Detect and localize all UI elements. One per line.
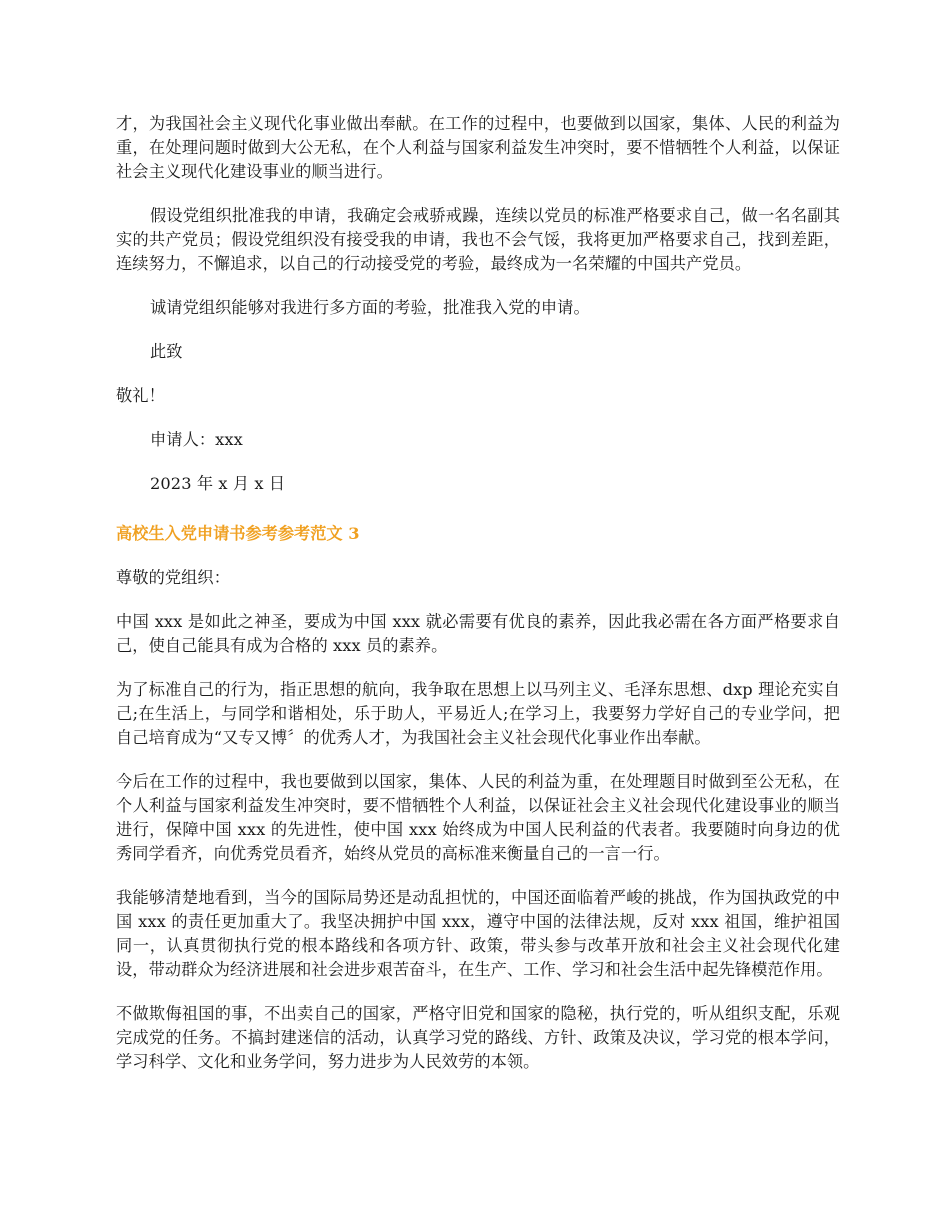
closing-regards: 敬礼！ [116,386,165,405]
salutation: 尊敬的党组织： [116,568,231,587]
paragraph-5: 不做欺侮祖国的事，不出卖自己的国家，严格守旧党和国家的隐秘，执行党的，听从组织支配，乐观完成党的任务。不搞封建迷信的活动，认真学习党的路线、方针、政策及决议，学习党的根本学问，学习科学、文化和业务学问，努力进步为人民效劳的本领。 [116,1004,840,1071]
paragraph-approval: 假设党组织批准我的申请，我确定会戒骄戒躁，连续以党员的标准严格要求自己，做一名名副其实的共产党员；假设党组织没有接受我的申请，我也不会气馁，我将更加严格要求自己，找到差距，连续努力，不懈追求，以自己的行动接受党的考验，最终成为一名荣耀的中国共产党员。 [116,206,840,273]
closing-salutation: 此致 [150,342,183,361]
document-page [116,112,840,1074]
applicant-signature: 申请人：xxx [150,430,243,449]
paragraph-continuation: 才，为我国社会主义现代化事业做出奉献。在工作的过程中，也要做到以国家，集体、人民的利益为重，在处理问题时做到大公无私，在个人利益与国家利益发生冲突时，要不惜牺牲个人利益，以保证社会主义现代化建设事业的顺当进行。 [116,114,840,181]
paragraph-1: 中国 xxx 是如此之神圣，要成为中国 xxx 就必需要有优良的素养，因此我必需在各方面严格要求自己，使自己能具有成为合格的 xxx 员的素养。 [116,612,840,655]
paragraph-3: 今后在工作的过程中，我也要做到以国家，集体、人民的利益为重，在处理题目时做到至公无私，在个人利益与国家利益发生冲突时，要不惜牺牲个人利益，以保证社会主义社会现代化建设事业的顺当进行，保障中国 xxx 的先进性，使中国 xxx 始终成为中国人民利益的代表者。我要随时向身边的优秀同学看齐，向优秀党员看齐，始终从党员的高标准来衡量自己的一言一行。 [116,772,840,863]
section-heading: 高校生入党申请书参考参考范文 3 [116,524,360,543]
paragraph-2: 为了标准自己的行为，指正思想的航向，我争取在思想上以马列主义、毛泽东思想、dxp 理论充实自己;在生活上，与同学和谐相处，乐于助人，平易近人;在学习上，我要努力学好自己的专业学问，把自己培育成为“又专又博〞的优秀人才，为我国社会主义社会现代化事业作出奉献。 [116,680,840,747]
paragraph-request: 诚请党组织能够对我进行多方面的考验，批准我入党的申请。 [150,298,590,317]
application-date: 2023 年 x 月 x 日 [150,474,286,493]
paragraph-4: 我能够清楚地看到，当今的国际局势还是动乱担忧的，中国还面临着严峻的挑战，作为国执政党的中国 xxx 的责任更加重大了。我坚决拥护中国 xxx，遵守中国的法律法规，反对 xxx 祖国，维护祖国同一，认真贯彻执行党的根本路线和各项方针、政策，带头参与改革开放和社会主义社会现代化建设，带动群众为经济进展和社会进步艰苦奋斗，在生产、工作、学习和社会生活中起先锋模范作用。 [116,888,840,979]
